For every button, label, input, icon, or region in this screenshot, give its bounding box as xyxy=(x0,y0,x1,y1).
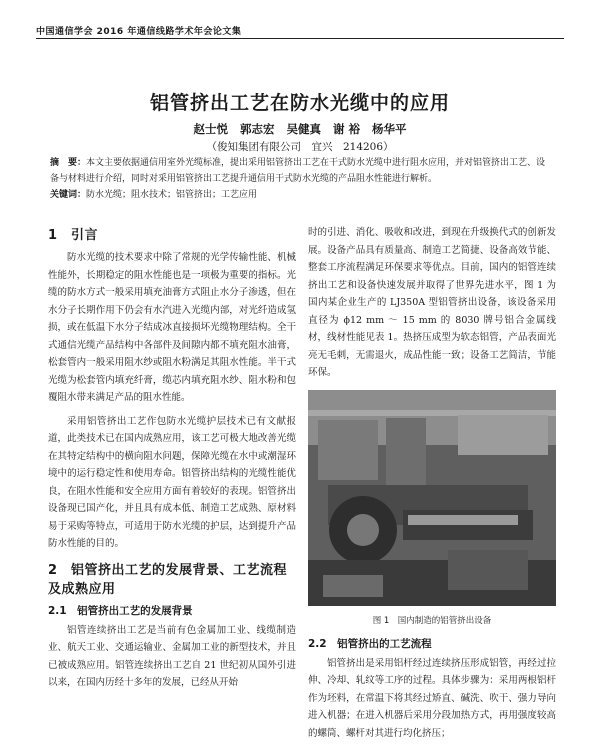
author: 吴健真 xyxy=(286,122,321,136)
paragraph: 铝管连续挤出工艺是当前有色金属加工业、线缆制造业、航天工业、交通运输业、金属加工业的新型技术，并且已被成熟应用。铝管连续挤出工艺自 21 世纪初从国外引进以来，在国内历经十多年的发展，已经从开始 xyxy=(48,624,296,688)
paragraph: 铝管挤出是采用铝杆经过连续挤压形成铝管，再经过拉伸、冷却、轧纹等工序的过程。具体步骤为：采用两根铝杆作为坯料，在常温下将其经过矫直、碱洗、吹干、强力导向进入机器；在进入机器后采用分段加热方式，再用强度较高的螺筒、螺杆对其进行均化挤压； xyxy=(308,657,556,739)
equipment-photo-illustration xyxy=(308,390,556,606)
figure-extrusion-equipment-photo xyxy=(308,390,556,606)
keywords xyxy=(50,187,550,203)
author: 赵士悦 xyxy=(193,122,228,136)
paragraph: 采用铝管挤出工艺作包防水光缆护层技术已有文献报道，此类技术已在国内成熟应用，该工艺可极大地改善光缆在其特定结构中的横向阻水问题，保障光缆在水中或潮湿环境中的运行稳定性和使用寿命。铝管挤出结构的光缆性能优良，在阻水性能和安全应用方面有着较好的表现。铝管挤出设备现已国产化，并且具有成本低、制造工艺成熟、原材料易于采购等特点，可适用于防水光缆的护层，达到提升产品防水性能的目的。 xyxy=(48,415,296,549)
abstract-text: 本文主要依据通信用室外光缆标准，提出采用铝管挤出工艺在干式防水光缆中进行阻水应用，并对铝管挤出工艺、设备与材料进行介绍，同时对采用铝管挤出工艺提升通信用干式防水光缆的产品阻水性能进行解析。 xyxy=(50,158,546,184)
running-head: 中国通信学会 2016 年通信线路学术年会论文集 xyxy=(36,27,242,37)
section-heading: 1 引言 xyxy=(48,228,99,243)
subsection-heading: 2.2 铝管挤出的工艺流程 xyxy=(308,637,432,650)
author: 谢 裕 xyxy=(333,122,361,136)
author: 郭志宏 xyxy=(239,122,275,136)
paragraph: 时的引进、消化、吸收和改进，到现在升级换代式的创新发展。设备产品具有质量高、制造工艺简捷、设备高效节能、整套工序流程满足环保要求等优点。目前，国内的铝管连续挤出工艺和设备快速发展并取得了世界先进水平，图 1 为国内某企业生产的 LJ350A 型铝管挤出设备，该设备采用直径为 ϕ12 mm ～ 15 mm 的 8030 牌号铝合金属线材，线材性能见表 1。热挤压成型为软态铝管，产品表面光亮无毛刺，无需退火，成品性能一致；设备工艺简洁，节能环保。 xyxy=(308,227,556,378)
section-heading: 2 铝管挤出工艺的发展背景、工艺流程及成熟应用 xyxy=(48,562,288,597)
right-column xyxy=(308,224,556,748)
left-column xyxy=(48,224,296,698)
abstract-block xyxy=(50,155,550,203)
author-list xyxy=(0,121,600,137)
keywords-label: 关键词： xyxy=(50,190,87,200)
keywords-text: 防水光缆；阻水技术；铝管挤出；工艺应用 xyxy=(86,190,258,200)
abstract-label: 摘 要： xyxy=(50,158,87,168)
affiliation: （俊知集团有限公司 宜兴 214206） xyxy=(206,141,394,153)
paragraph: 防水光缆的技术要求中除了常规的光学传输性能、机械性能外，长期稳定的阻水性能也是一项极为重要的指标。光缆的防水方式一般采用填充油膏方式阻止水分子渗透，但在水分子长期作用下仍会有水汽进入光缆内部，对光纤造成氢损，或在低温下水分子结成冰直接损坏光缆物理结构。全干式通信光缆产品结构中各部件及间隙内都不填充阻水油膏，松套管内一般采用阻水纱或阻水粉满足其阻水性能。半干式光缆为松套管内填充纤膏，缆芯内填充阻水纱、阻水粉和包覆阻水带来满足产品的阻水性能。 xyxy=(48,252,296,403)
paper-title: 铝管挤出工艺在防水光缆中的应用 xyxy=(149,92,450,114)
abstract xyxy=(50,155,550,187)
author: 杨华平 xyxy=(372,122,407,136)
header-rule xyxy=(36,38,564,39)
figure-caption: 图 1 国内制造的铝管挤出设备 xyxy=(372,615,492,626)
subsection-heading: 2.1 铝管挤出工艺的发展背景 xyxy=(48,604,193,617)
